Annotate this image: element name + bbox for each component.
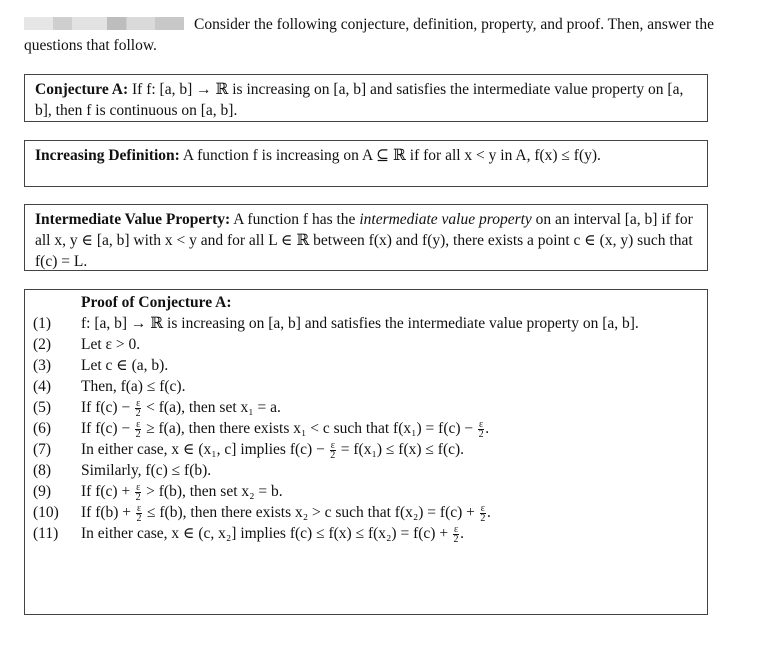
epsilon-half-fraction: $\frac{\varepsilon}{2}$ <box>453 523 459 545</box>
definition-text: A function f is increasing on A ⊆ ℝ if for all x < y in A, f(x) ≤ f(y). <box>182 147 601 164</box>
proof-line-number: (5) <box>33 399 52 416</box>
proof-line-text: Let ε > 0. <box>81 336 141 353</box>
proof-line-number: (11) <box>33 525 59 542</box>
proof-line-1 <box>25 313 707 334</box>
proof-line-text: If f(c) + $\frac{\varepsilon}{2}$ > f(b), then set x₂ = b. <box>81 481 283 503</box>
conjecture-box <box>24 74 708 122</box>
proof-line-8 <box>25 460 707 481</box>
ivp-label: Intermediate Value Property: <box>35 211 231 228</box>
definition-label: Increasing Definition: <box>35 147 180 164</box>
proof-line-2 <box>25 334 707 355</box>
proof-line-number: (9) <box>33 483 52 500</box>
proof-box <box>24 289 708 615</box>
intro-text: Consider the following conjecture, definition, property, and proof. Then, answer the questions that follow. <box>24 16 714 54</box>
proof-line-number: (7) <box>33 441 52 458</box>
conjecture-label: Conjecture A: <box>35 81 129 98</box>
proof-title: Proof of Conjecture A: <box>81 294 232 311</box>
epsilon-half-fraction: $\frac{\varepsilon}{2}$ <box>330 439 336 461</box>
proof-line-text: f: [a, b] → ℝ is increasing on [a, b] and satisfies the intermediate value property on [a, b]. <box>81 315 639 332</box>
epsilon-half-fraction: $\frac{\varepsilon}{2}$ <box>135 418 141 440</box>
ivp-text-before: A function f has the <box>233 211 356 228</box>
proof-line-number: (8) <box>33 462 52 479</box>
proof-line-number: (3) <box>33 357 52 374</box>
proof-line-text: If f(b) + $\frac{\varepsilon}{2}$ ≤ f(b), then there exists x₂ > c such that f(x₂) = f(c) + $\frac{\varepsilon}{2}$ . <box>81 502 491 524</box>
proof-line-11 <box>25 523 707 544</box>
proof-line-number: (10) <box>33 504 59 521</box>
proof-line-number: (1) <box>33 315 52 332</box>
conjecture-text: If f: [a, b] → ℝ is increasing on [a, b] and satisfies the intermediate value property on [a, b], then f is continuous on [a, b]. <box>35 81 684 119</box>
proof-line-text: Let c ∈ (a, b). <box>81 357 169 374</box>
proof-line-number: (2) <box>33 336 52 353</box>
epsilon-half-fraction: $\frac{\varepsilon}{2}$ <box>136 502 142 524</box>
epsilon-half-fraction: $\frac{\varepsilon}{2}$ <box>135 397 141 419</box>
proof-line-3 <box>25 355 707 376</box>
proof-line-5 <box>25 397 707 418</box>
proof-line-10 <box>25 502 707 523</box>
proof-line-4 <box>25 376 707 397</box>
ivp-emphasis: intermediate value property <box>359 211 532 228</box>
proof-line-7 <box>25 439 707 460</box>
proof-line-number: (4) <box>33 378 52 395</box>
proof-line-text: If f(c) − $\frac{\varepsilon}{2}$ < f(a), then set x₁ = a. <box>81 397 281 419</box>
proof-line-text: If f(c) − $\frac{\varepsilon}{2}$ ≥ f(a), then there exists x₁ < c such that f(x₁) = f(c) − $\frac{\varepsilon}{2}$ . <box>81 418 490 440</box>
intro-paragraph <box>24 14 744 56</box>
epsilon-half-fraction: $\frac{\varepsilon}{2}$ <box>480 502 486 524</box>
proof-line-9 <box>25 481 707 502</box>
proof-line-text: In either case, x ∈ (x₁, c] implies f(c) − $\frac{\varepsilon}{2}$ = f(x₁) ≤ f(x) ≤ f(c). <box>81 439 465 461</box>
redacted-text-block <box>24 17 184 30</box>
ivp-text-after: on an interval [a, b] if for all x, y ∈ [a, b] with x < y and for all L ∈ ℝ between f(x) and f(y), there exists a point c ∈ (x, y) such that f(c) = L. <box>35 211 693 270</box>
proof-lines <box>25 313 707 544</box>
definition-box <box>24 140 708 187</box>
proof-line-number: (6) <box>33 420 52 437</box>
proof-line-text: In either case, x ∈ (c, x₂] implies f(c) ≤ f(x) ≤ f(x₂) = f(c) + $\frac{\varepsilon}{2}$ . <box>81 523 465 545</box>
proof-line-text: Similarly, f(c) ≤ f(b). <box>81 462 212 479</box>
proof-line-text: Then, f(a) ≤ f(c). <box>81 378 186 395</box>
epsilon-half-fraction: $\frac{\varepsilon}{2}$ <box>478 418 484 440</box>
epsilon-half-fraction: $\frac{\varepsilon}{2}$ <box>135 481 141 503</box>
proof-line-6 <box>25 418 707 439</box>
ivp-box <box>24 204 708 271</box>
